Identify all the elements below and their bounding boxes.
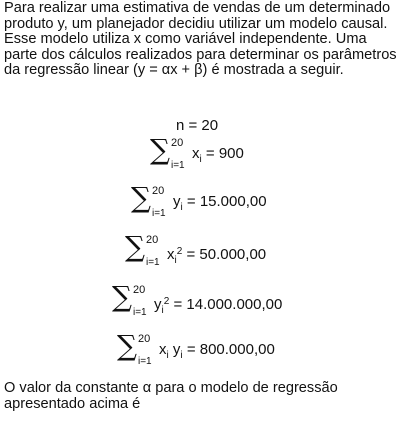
sum-expression: [173, 194, 267, 216]
sum-variable: x: [192, 145, 200, 162]
sum-exponent: 2: [176, 246, 183, 257]
sum-index: i: [166, 350, 169, 361]
sum-value: = 800.000,00: [186, 341, 275, 358]
sum-upper-limit: 20: [138, 333, 151, 345]
problem-statement: Para realizar uma estimativa de vendas de um determinado produto y, um planejador decidiu utilizar um modelo causal. Esse modelo utiliza x como variável independente. Uma parte dos cálculos realizados para determinar os parâmetros da regressão linear (y = αx + β) é mostrada a seguir.: [4, 0, 397, 79]
sum-lower-limit: i=1: [146, 257, 160, 268]
sum-expression: [167, 243, 266, 269]
sum-expression: [154, 293, 282, 319]
sum-index-2: i: [180, 350, 183, 361]
sum-index: i: [199, 154, 202, 165]
sum-upper-limit: 20: [171, 137, 184, 149]
sum-value: = 14.000.000,00: [173, 296, 283, 313]
sum-variable-2: y: [172, 341, 181, 358]
sum-lower-limit: i=1: [138, 356, 152, 367]
sum-upper-limit: 20: [146, 234, 159, 246]
summation-symbol: ∑: [112, 280, 132, 313]
sum-index: i: [180, 202, 183, 213]
question-text: O valor da constante α para o modelo de regressão apresentado acima é: [4, 380, 338, 412]
sum-index: i: [174, 255, 177, 266]
sum-lower-limit: i=1: [133, 307, 147, 318]
summation-symbol: ∑: [150, 133, 170, 166]
sum-expression: [192, 146, 244, 168]
sum-variable: x: [167, 246, 175, 263]
sample-size: n = 20: [176, 117, 219, 134]
sum-lower-limit: i=1: [152, 208, 166, 219]
sum-upper-limit: 20: [152, 185, 165, 197]
sum-value: = 50.000,00: [186, 246, 267, 263]
sum-upper-limit: 20: [133, 284, 146, 296]
sum-variable: y: [173, 193, 181, 210]
sum-exponent: 2: [163, 296, 170, 307]
sum-expression: [159, 342, 275, 364]
sum-variable: y: [154, 296, 162, 313]
summation-symbol: ∑: [131, 181, 151, 214]
sum-variable: x: [159, 341, 167, 358]
summation-symbol: ∑: [117, 329, 137, 362]
sum-value: = 900: [205, 145, 244, 162]
summation-symbol: ∑: [125, 230, 145, 263]
sum-value: = 15.000,00: [186, 193, 267, 210]
sum-lower-limit: i=1: [171, 160, 185, 171]
sum-index: i: [161, 305, 164, 316]
